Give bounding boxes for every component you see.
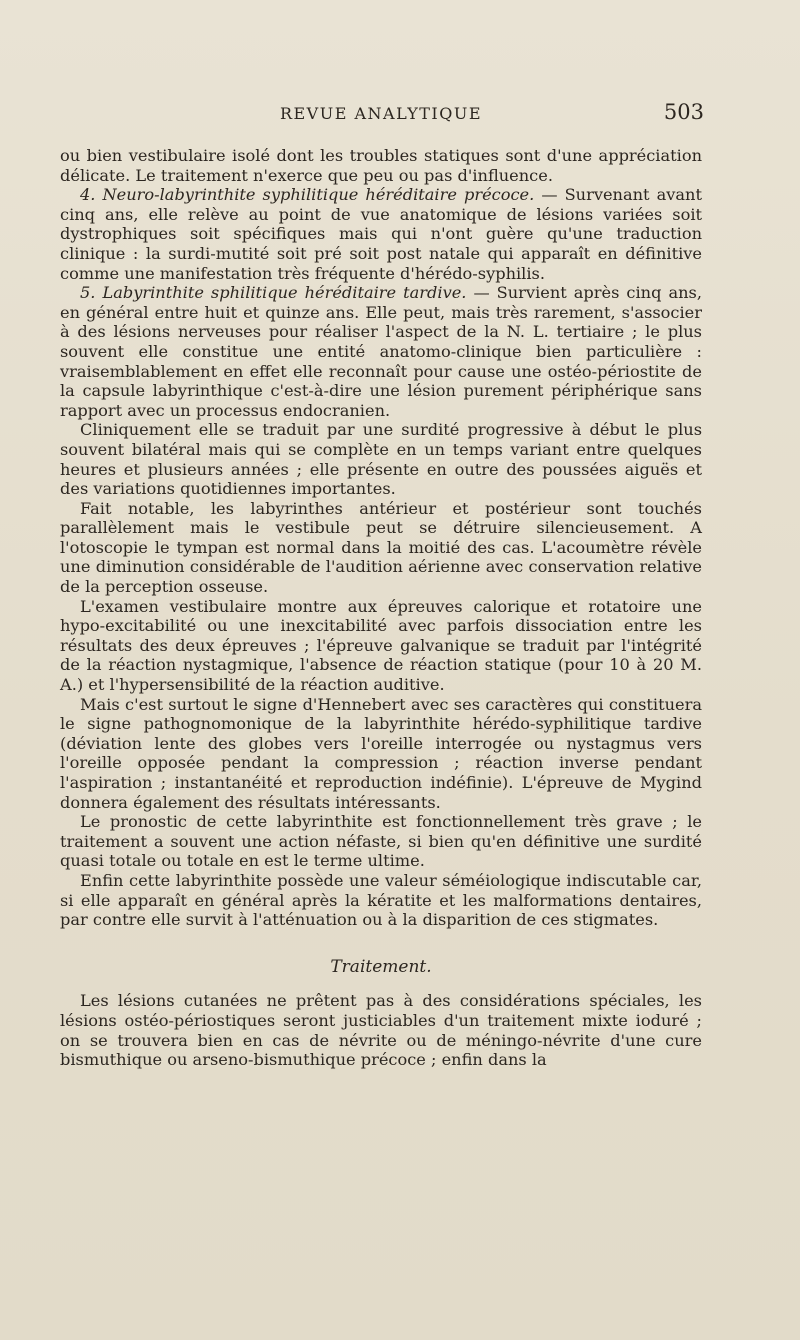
page-number: 503	[663, 100, 704, 124]
paragraph-3: Cliniquement elle se traduit par une surdité progressive à début le plus souvent bilatéral mais qui se complète en un temps variant entre quelques heures et plusieurs années ; elle présente en outre des poussées aiguës et des variations quotidiennes importantes.	[60, 420, 702, 499]
paragraph-2	[60, 283, 702, 420]
body-text	[60, 146, 702, 1070]
paragraph-1-title: 4. Neuro-labyrinthite syphilitique héréditaire précoce.	[80, 185, 535, 205]
paragraph-7: Le pronostic de cette labyrinthite est fonctionnellement très grave ; le traitement a souvent une action néfaste, si bien qu'en définitive une surdité quasi totale ou totale en est le terme ultime.	[60, 812, 702, 871]
running-head	[60, 100, 702, 128]
paragraph-1	[60, 185, 702, 283]
paragraph-2-text: — Survient après cinq ans, en général entre huit et quinze ans. Elle peut, mais très rarement, s'associer à des lésions nerveuses pour réaliser l'aspect de la N. L. tertiaire ; le plus souvent elle constitue une entité anatomo-clinique bien particulière : vraisemblablement en effet elle reconnaît pour cause une ostéo-périostite de la capsule labyrinthique c'est-à-dire une lésion purement périphérique sans rapport avec un processus endocranien.	[60, 283, 703, 420]
paragraph-5: L'examen vestibulaire montre aux épreuves calorique et rotatoire une hypo-excitabilité ou une inexcitabilité avec parfois dissociation entre les résultats des deux épreuves ; l'épreuve galvanique se traduit par l'intégrité de la réaction nystagmique, l'absence de réaction statique (pour 10 à 20 M. A.) et l'hypersensibilité de la réaction auditive.	[60, 596, 702, 695]
paragraph-4: Fait notable, les labyrinthes antérieur et postérieur sont touchés parallèlement mais le vestibule peut se détruire silencieusement. A l'otoscopie le tympan est normal dans la moitié des cas. L'acoumètre révèle une diminution considérable de l'audition aérienne avec conservation relative de la perception osseuse.	[60, 498, 702, 597]
paragraph-1-text: — Survenant avant cinq ans, elle relève au point de vue anatomique de lésions variées soit dystrophiques soit spécifiques mais qui n'ont guère qu'une traduction clinique : la surdi-mutité soit pré soit post natale qui apparaît en définitive comme une manifestation très fréquente d'hérédo-syphilis.	[60, 185, 702, 283]
section-heading: Traitement.	[330, 956, 432, 977]
paragraph-6: Mais c'est surtout le signe d'Hennebert avec ses caractères qui constituera le signe pathognomonique de la labyrinthite hérédo-syphilitique tardive (déviation lente des globes vers l'oreille interrogée ou nystagmus vers l'oreille opposée pendant la compression ; réaction inverse pendant l'aspiration ; instantanéité et reproduction indéfinie). L'épreuve de Mygind donnera également des résultats intéressants.	[60, 694, 702, 812]
paragraph-9: Les lésions cutanées ne prêtent pas à des considérations spéciales, les lésions ostéo-périostiques seront justiciables d'un traitement mixte ioduré ; on se trouvera bien en cas de névrite ou de méningo-névrite d'une cure bismuthique ou arseno-bismuthique précoce ; enfin dans la	[60, 991, 702, 1070]
paragraph-0: ou bien vestibulaire isolé dont les troubles statiques sont d'une appréciation délicate. Le traitement n'exerce que peu ou pas d'influence.	[60, 146, 702, 185]
running-title: REVUE ANALYTIQUE	[279, 104, 483, 123]
paragraph-8: Enfin cette labyrinthite possède une valeur séméiologique indiscutable car, si elle apparaît en général après la kératite et les malformations dentaires, par contre elle survit à l'atténuation ou à la disparition de ces stigmates.	[60, 870, 702, 930]
paragraph-2-title: 5. Labyrinthite sphilitique héréditaire tardive.	[80, 283, 467, 303]
